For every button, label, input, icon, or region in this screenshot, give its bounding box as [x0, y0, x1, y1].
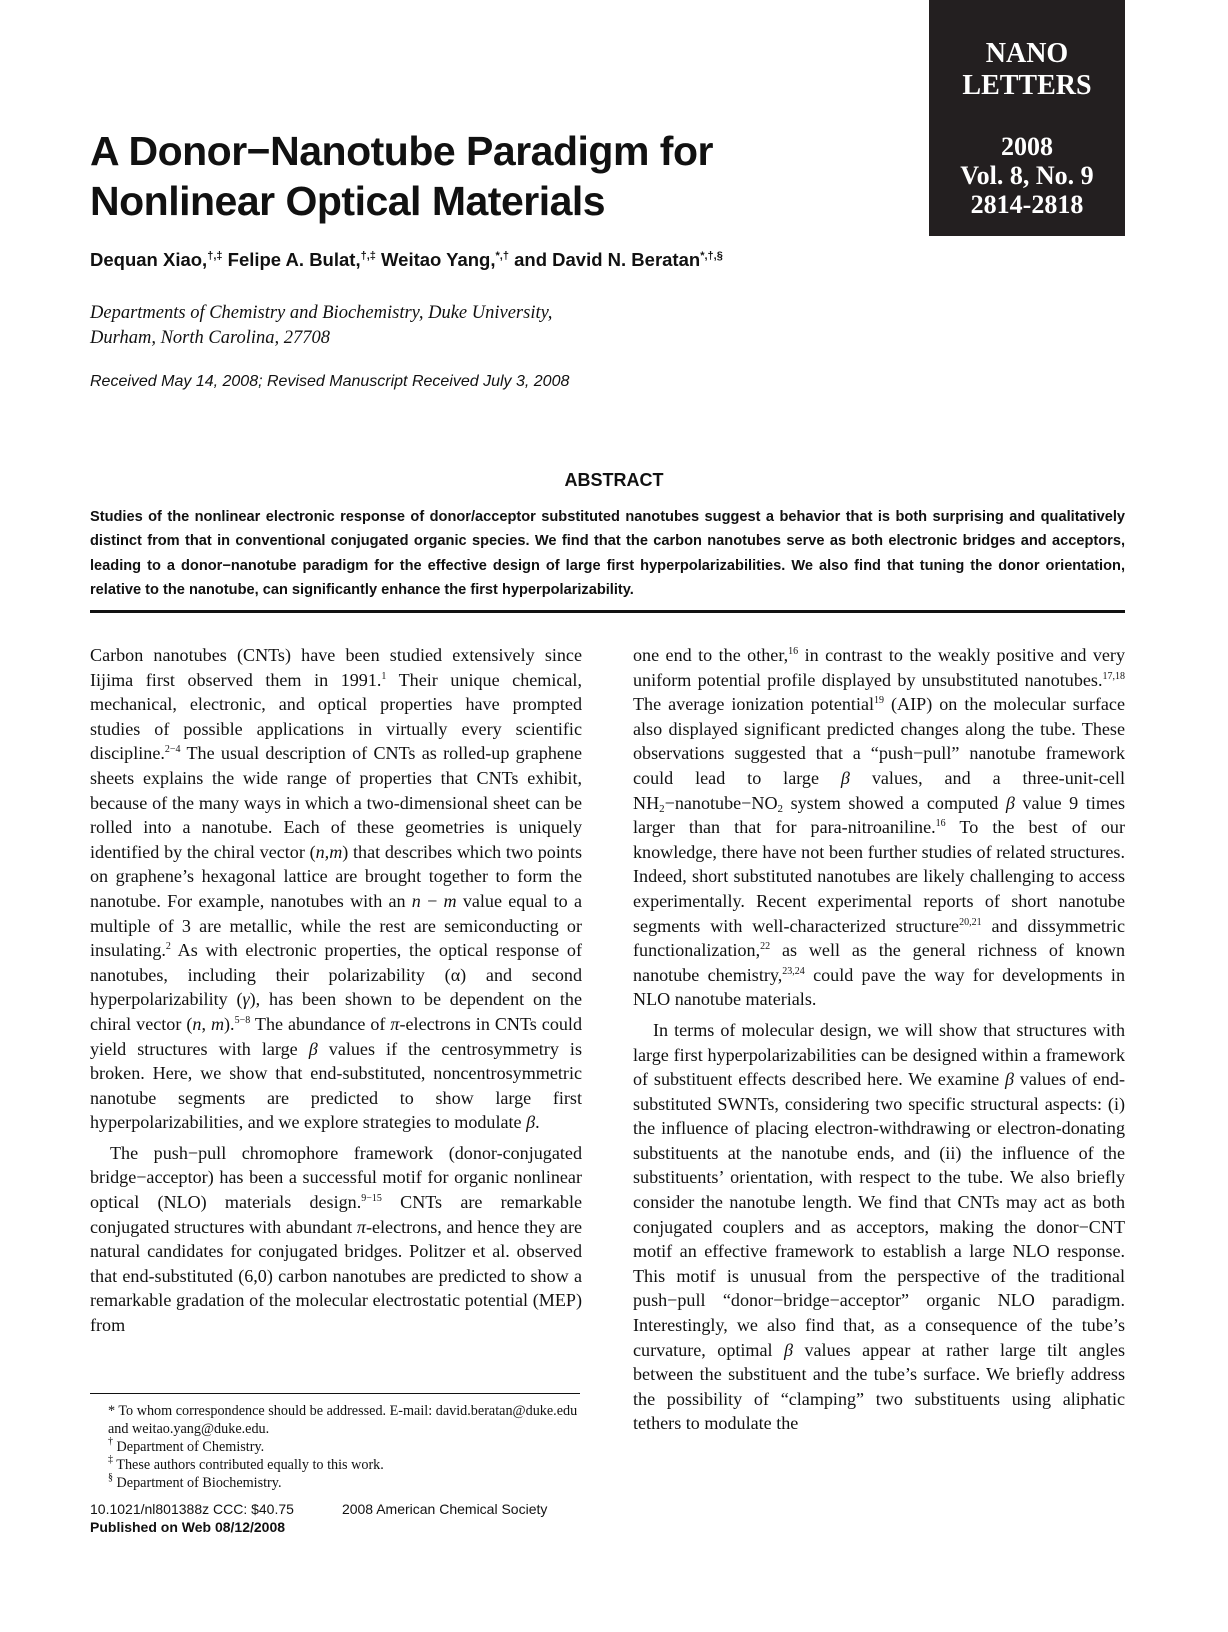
citation-ref: 2−4	[164, 744, 181, 756]
math-symbol: β	[840, 767, 850, 788]
journal-pages: 2814-2818	[970, 190, 1084, 219]
math-symbol: β	[1004, 1069, 1014, 1090]
citation-ref: 22	[760, 941, 771, 953]
author-marks: *,†,§	[700, 250, 723, 262]
body-paragraph: The push−pull chromophore framework (donor-conjugated bridge−acceptor) has been a successful motif for organic nonlinear optical (NLO) materials design.$^{9-15}$ CNTs are remarkable conjugated structures with abundant π-electrons, and hence they are natural candidates for conjugated bridges. Politzer et al. observed that end-substituted (6,0) carbon nanotubes are predicted to show a remarkable gradation of the molecular electrostatic potential (MEP) from	[90, 1142, 583, 1336]
author-name: Felipe A. Bulat,	[227, 249, 361, 270]
author-marks: †,‡	[207, 250, 223, 262]
affiliation-line1: Departments of Chemistry and Biochemistry, Duke University,	[90, 303, 553, 323]
body-paragraph: one end to the other,$^{16}$ in contrast to the weakly positive and very uniform potential profile displayed by unsubstituted nanotubes.$^{17,18}$ The average ionization potential$^{19}$ (AIP) on the molecular surface also displayed significant predicted changes along the tube. These observations suggested that a “push−pull” nanotube framework could lead to large β values, and a three-unit-cell $NH_2-nanotube-NO_2$ system showed a computed β value 9 times larger than that for para-nitroaniline.$^{16}$ To the best of our knowledge, there have not been further studies of related structures. Indeed, short substituted nanotubes are likely challenging to access experimentally. Recent experimental reports of short nanotube segments with well-characterized structure$^{20,21}$ and dissymmetric functionalization,$^{22}$ as well as the general richness of known nanotube chemistry,$^{23,24}$ could pave the way for developments in NLO nanotube materials.	[633, 645, 1126, 1010]
author-name: Dequan Xiao,	[90, 249, 208, 270]
subscript: 2	[659, 802, 665, 815]
author-marks: *,†	[495, 250, 509, 262]
body-paragraph: Carbon nanotubes (CNTs) have been studied extensively since Iijima first observed them in 1991.$^1$ Their unique chemical, mechanical, electronic, and optical properties have prompted studies of possible applications in virtually every scientific discipline.$^{2-4}$ The usual description of CNTs as rolled-up graphene sheets explains the wide range of properties that CNTs exhibit, because of the many ways in which a two-dimensional sheet can be rolled into a nanotube. Each of these geometries is uniquely identified by the chiral vector (n,m) that describes which two points on graphene’s hexagonal lattice are brought together to form the nanotube. For example, nanotubes with an n − m value equal to a multiple of 3 are metallic, while the rest are semiconducting or insulating.$^2$ As with electronic properties, the optical response of nanotubes, including their polarizability (α) and second hyperpolarizability (γ), has been shown to be dependent on the chiral vector (n, m).$^{5-8}$ The abundance of π-electrons in CNTs could yield structures with large β values if the centrosymmetry is broken. Here, we show that end-substituted, noncentrosymmetric nanotube segments are predicted to show large first hyperpolarizabilities, and we explore strategies to modulate β.	[90, 645, 583, 1133]
article-title	[90, 126, 850, 226]
footnote-section	[90, 1474, 580, 1492]
math-symbol: π	[356, 1216, 366, 1237]
journal-badge	[929, 0, 1125, 236]
math-symbol: π	[390, 1013, 400, 1034]
abstract-divider	[90, 610, 1125, 613]
copyright-text: 2008 American Chemical Society	[341, 1501, 548, 1517]
footnote-divider	[90, 1393, 580, 1394]
footnotes	[90, 1402, 580, 1492]
math-symbol: β	[1005, 792, 1015, 813]
math-symbol: n	[192, 1013, 202, 1034]
article-title-line1: A Donor−Nanotube Paradigm for	[90, 128, 713, 174]
citation-ref: 2	[165, 941, 171, 953]
citation-ref: 19	[874, 695, 885, 707]
citation-ref: 20,21	[959, 916, 982, 928]
author-list	[90, 249, 723, 271]
footnote-double-dagger-text: These authors contributed equally to this work.	[113, 1457, 384, 1473]
author-name: and David N. Beratan	[514, 249, 701, 270]
section-mark: §	[108, 1472, 113, 1483]
article-title-line2: Nonlinear Optical Materials	[90, 178, 606, 224]
citation-ref: 17,18	[1102, 670, 1125, 682]
author-name: Weitao Yang,	[381, 249, 496, 270]
math-symbol: β	[784, 1339, 794, 1360]
citation-ref: 16	[788, 646, 799, 657]
author-marks: †,‡	[360, 250, 376, 262]
journal-volume: Vol. 8, No. 9	[960, 161, 1094, 190]
math-symbol: n,m	[315, 841, 343, 862]
journal-name-line2: LETTERS	[962, 70, 1092, 101]
affiliation-line2: Durham, North Carolina, 27708	[90, 328, 331, 348]
citation-ref: 1	[381, 670, 387, 682]
math-symbol: β	[308, 1038, 318, 1059]
page-footer	[90, 1500, 547, 1536]
subscript: 2	[777, 802, 784, 815]
footnote-section-text: Department of Biochemistry.	[113, 1475, 282, 1491]
citation-ref: 23,24	[782, 965, 805, 977]
abstract-heading: ABSTRACT	[564, 470, 664, 490]
math-symbol: m	[210, 1013, 225, 1034]
footnote-dagger	[90, 1438, 580, 1456]
published-date: Published on Web 08/12/2008	[90, 1519, 286, 1535]
received-dates: Received May 14, 2008; Revised Manuscript Received July 3, 2008	[90, 373, 570, 390]
double-dagger-mark: ‡	[108, 1454, 113, 1465]
footer-line1	[90, 1500, 547, 1518]
dagger-mark: †	[108, 1436, 113, 1447]
journal-year: 2008	[1001, 132, 1053, 161]
citation-ref: 9−15	[361, 1193, 382, 1205]
body-paragraph: In terms of molecular design, we will show that structures with large first hyperpolarizabilities can be designed within a framework of substituent effects described here. We examine β values of end-substituted SWNTs, considering two specific structural aspects: (i) the influence of placing electron-withdrawing or electron-donating substituents at the nanotube ends, and (ii) the influence of the substituents’ orientation, with respect to the tube. We also briefly consider the nanotube length. We find that CNTs may act as both conjugated couplers and as acceptors, making the donor−CNT motif an effective framework to establish a large NLO response. This motif is unusual from the perspective of the traditional push−pull “donor−bridge−acceptor” organic NLO paradigm. Interestingly, we also find that, as a consequence of the tube’s curvature, optimal β values appear at rather large tilt angles between the substituent and the tube’s surface. We briefly address the possibility of “clamping” two substituents using aliphatic tethers to modulate the	[633, 1019, 1125, 1434]
citation-ref: 5−8	[234, 1014, 251, 1026]
body-column-left	[90, 643, 582, 1338]
footnote-double-dagger	[90, 1456, 580, 1474]
math-symbol: γ	[242, 989, 250, 1010]
affiliation	[90, 301, 552, 351]
footnote-correspondence: * To whom correspondence should be addressed. E-mail: david.beratan@duke.edu and weitao.yang@duke.edu.	[108, 1403, 578, 1437]
journal-name-line1: NANO	[985, 38, 1069, 69]
math-symbol: β	[526, 1112, 536, 1133]
math-symbol: m	[443, 890, 457, 911]
doi-text: 10.1021/nl801388z CCC: $40.75	[90, 1501, 294, 1517]
abstract-text: Studies of the nonlinear electronic response of donor/acceptor substituted nanotubes suggest a behavior that is both surprising and qualitatively distinct from that in conventional conjugated organic species. We find that the carbon nanotubes serve as both electronic bridges and acceptors, leading to a donor−nanotube paradigm for the effective design of large first hyperpolarizabilities. We also find that tuning the donor orientation, relative to the nanotube, can significantly enhance the first hyperpolarizability.	[90, 509, 1125, 599]
footnote-dagger-text: Department of Chemistry.	[113, 1439, 265, 1455]
body-column-right	[633, 643, 1125, 1436]
journal-name	[929, 38, 1125, 102]
citation-ref: 16	[935, 818, 946, 830]
math-symbol: n	[411, 890, 421, 911]
